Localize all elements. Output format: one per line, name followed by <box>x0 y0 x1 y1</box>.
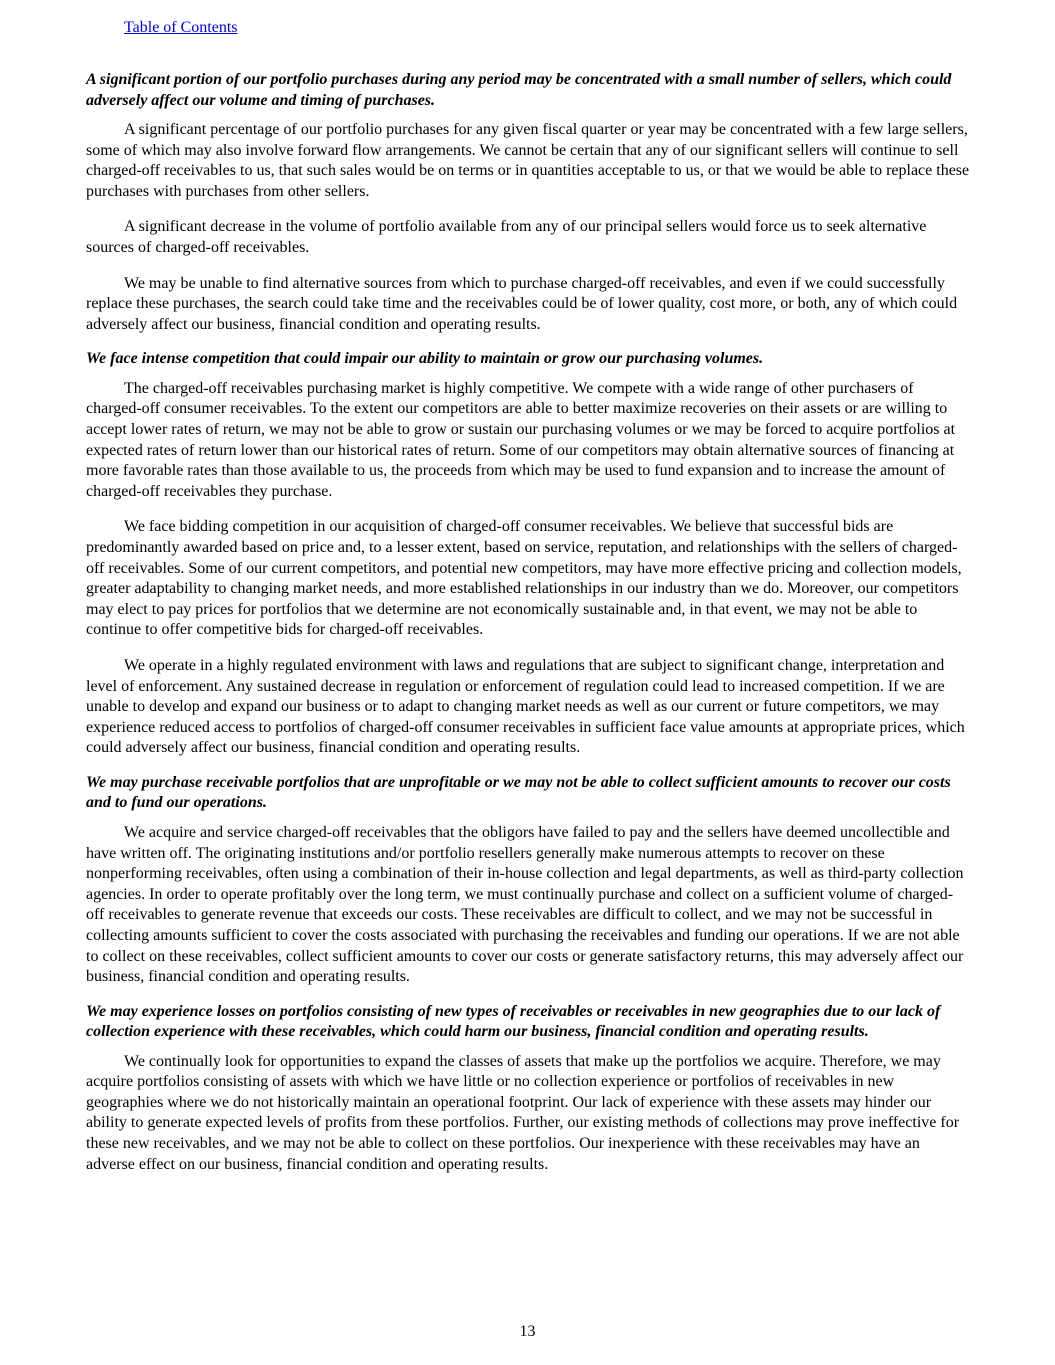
section-heading: We may purchase receivable portfolios that are unprofitable or we may not be able to collect sufficient amounts to recover our costs and to fund our operations. <box>86 773 951 812</box>
paragraph: A significant percentage of our portfolio purchases for any given fiscal quarter or year may be concentrated with a few large sellers, some of which may also involve forward flow arrangements. We cannot be certain that any of our significant sellers will continue to sell charged-off receivables to us, that such sales would be on terms or in quantities acceptable to us, or that we would be able to replace these purchases with purchases from other sellers. <box>86 121 970 200</box>
paragraph: We operate in a highly regulated environment with laws and regulations that are subject to significant change, interpretation and level of enforcement. Any sustained decrease in regulation or enforcement of regulation could lead to increased competition. If we are unable to develop and expand our business or to adapt to changing market needs as well as our current or future competitors, we may experience reduced access to portfolios of charged-off consumer receivables in sufficient face value amounts at appropriate prices, which could adversely affect our business, financial condition and operating results. <box>86 656 965 757</box>
section-unprofitable-portfolios <box>86 773 970 988</box>
section-heading: A significant portion of our portfolio purchases during any period may be concentrated with a small number of sellers, which could adversely affect our volume and timing of purchases. <box>86 71 952 109</box>
section-new-receivable-types <box>86 1002 970 1176</box>
paragraph: We acquire and service charged-off receivables that the obligors have failed to pay and the sellers have deemed uncollectible and have written off. The originating institutions and/or portfolio resellers generally make numerous attempts to recover on these nonperforming receivables, often using a combination of their in-house collection and legal departments, as well as third-party collection agencies. In order to operate profitably over the long term, we must continually purchase and collect on a sufficient volume of charged-off receivables to generate revenue that exceeds our costs. These receivables are difficult to collect, and we may not be successful in collecting amounts sufficient to cover the costs associated with purchasing the receivables and funding our operations. If we are not able to collect on these receivables, collect sufficient amounts to cover our costs or generate satisfactory returns, this may adversely affect our business, financial condition and operating results. <box>86 823 964 986</box>
paragraph: We face bidding competition in our acquisition of charged-off consumer receivables. We believe that successful bids are predominantly awarded based on price and, to a lesser extent, based on service, reputation, and relationships with the sellers of charged-off receivables. Some of our current competitors, and potential new competitors, may have more effective pricing and collection models, greater adaptability to changing market needs, and more established relationships in our industry than we do. Moreover, our competitors may elect to pay prices for portfolios that we determine are not economically sustainable and, in that event, we may not be able to continue to offer competitive bids for charged-off receivables. <box>86 518 962 639</box>
section-seller-concentration <box>86 70 970 335</box>
table-of-contents-link[interactable]: Table of Contents <box>124 19 238 36</box>
paragraph: The charged-off receivables purchasing market is highly competitive. We compete with a wide range of other purchasers of charged-off consumer receivables. To the extent our competitors are able to better maximize recoveries on their assets or are willing to accept lower rates of return, we may not be able to grow or sustain our purchasing volumes or we may be forced to acquire portfolios at expected rates of return lower than our historical rates of return. Some of our competitors may obtain alternative sources of financing at more favorable rates than those available to us, the proceeds from which may be used to fund expansion and to increase the amount of charged-off receivables they purchase. <box>86 379 956 500</box>
section-heading: We face intense competition that could impair our ability to maintain or grow our purchasing volumes. <box>86 350 764 368</box>
section-heading: We may experience losses on portfolios consisting of new types of receivables or receivables in new geographies due to our lack of collection experience with these receivables, which could harm our business, financial condition and operating results. <box>86 1002 941 1041</box>
paragraph: We continually look for opportunities to expand the classes of assets that make up the portfolios we acquire. Therefore, we may acquire portfolios consisting of assets with which we have little or no collection experience or portfolios of receivables in new geographies where we do not historically maintain an operational footprint. Our lack of experience with these assets may hinder our ability to generate expected levels of profits from these portfolios. Further, our existing methods of collections may prove ineffective for these new receivables, and we may not be able to collect on these portfolios. Our inexperience with these receivables may have an adverse effect on our business, financial condition and operating results. <box>86 1052 960 1173</box>
section-competition <box>86 349 970 759</box>
paragraph: We may be unable to find alternative sources from which to purchase charged-off receivables, and even if we could successfully replace these purchases, the search could take time and the receivables could be of lower quality, cost more, or both, any of which could adversely affect our business, financial condition and operating results. <box>86 274 958 333</box>
document-content <box>86 70 970 1189</box>
paragraph: A significant decrease in the volume of portfolio available from any of our principal sellers would force us to seek alternative sources of charged-off receivables. <box>86 218 927 256</box>
page-number: 13 <box>519 1323 536 1340</box>
